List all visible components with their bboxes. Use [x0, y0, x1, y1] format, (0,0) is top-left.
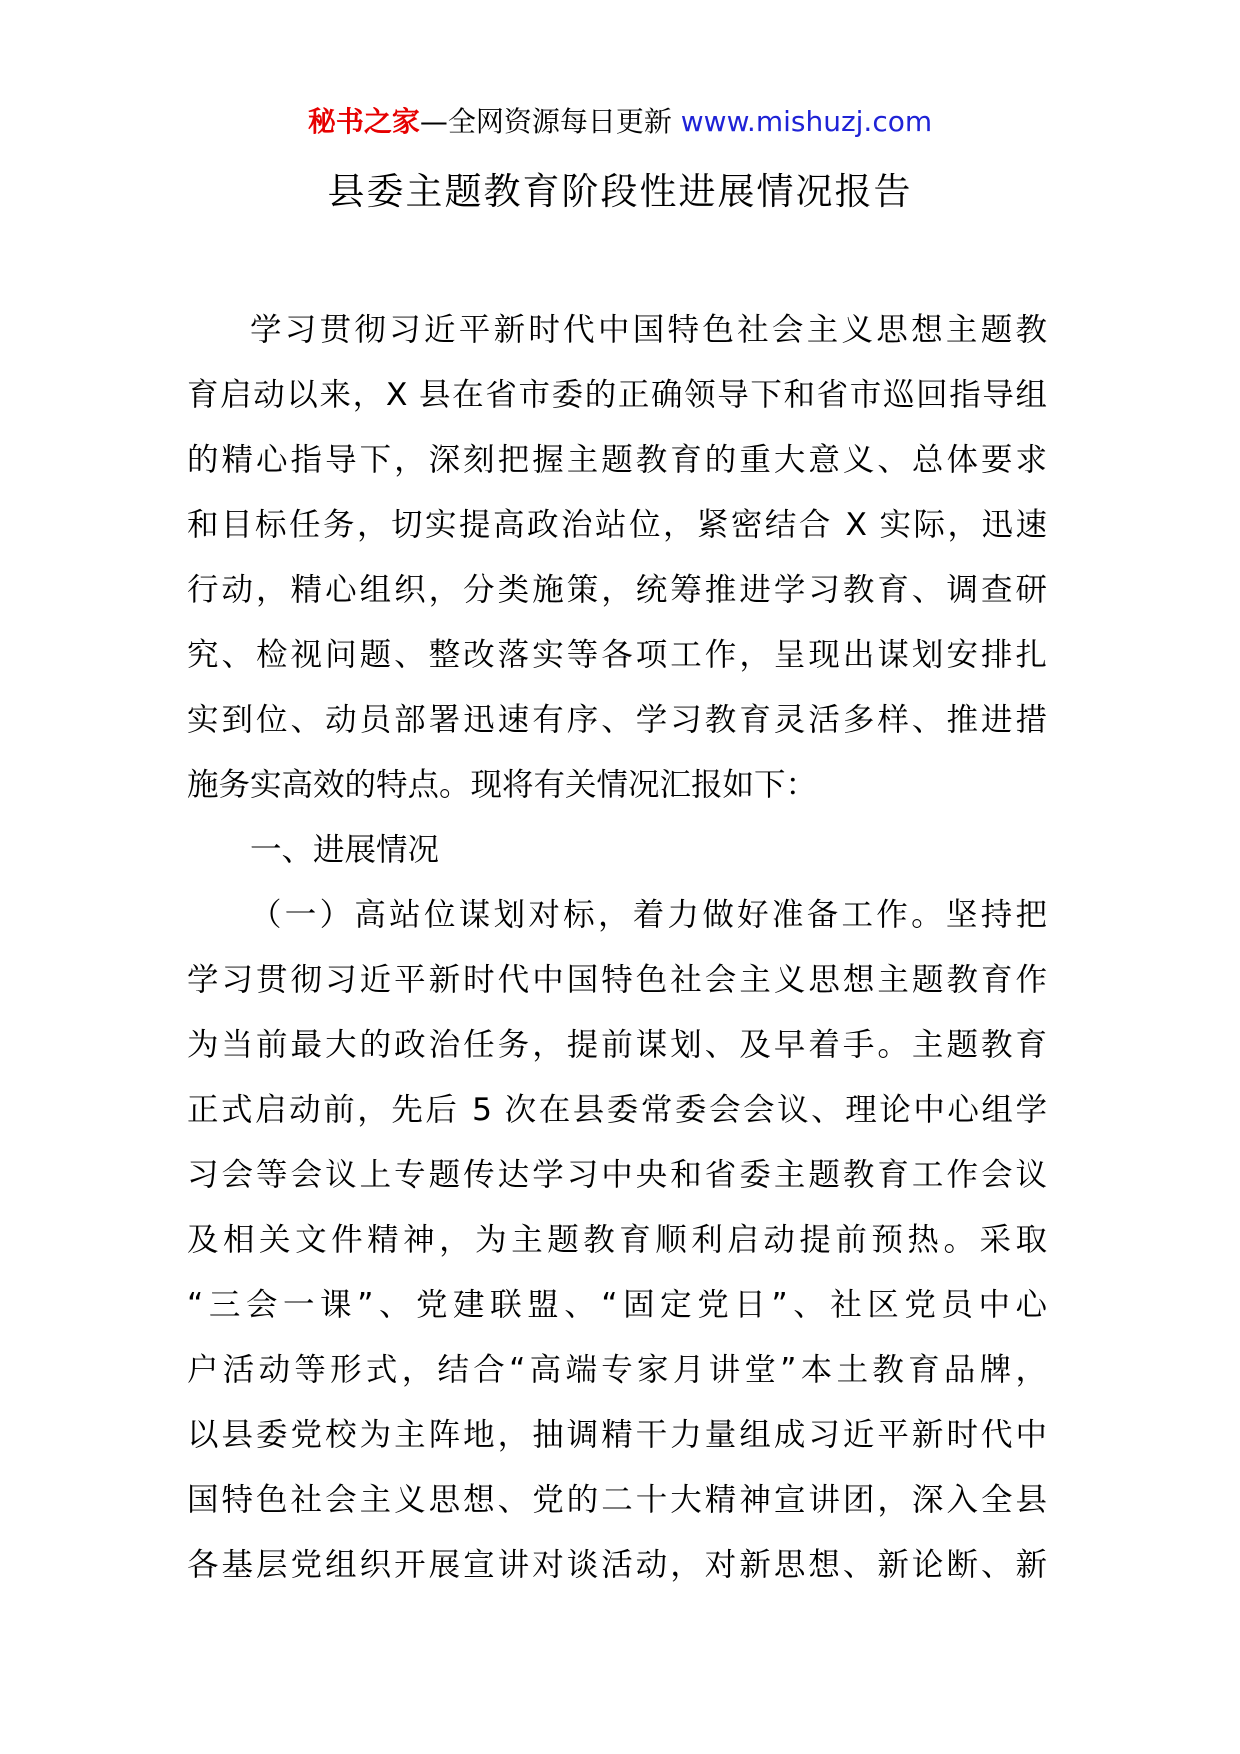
paragraph-line: 及相关文件精神，为主题教育顺利启动提前预热。采取: [187, 1222, 1047, 1258]
brand-name: 秘书之家: [307, 105, 420, 138]
document-title: 县委主题教育阶段性进展情况报告: [327, 170, 913, 213]
paragraph-line: 的精心指导下，深刻把握主题教育的重大意义、总体要求: [187, 442, 1047, 478]
paragraph-line: “三会一课”、党建联盟、“固定党日”、社区党员中心: [187, 1287, 1047, 1323]
header-tagline: —全网资源每日更新: [419, 105, 681, 138]
paragraph-line: 行动，精心组织，分类施策，统筹推进学习教育、调查研: [187, 572, 1047, 608]
paragraph-line: 户活动等形式，结合“高端专家月讲堂”本土教育品牌，: [187, 1352, 1047, 1388]
paragraph-line: 学习贯彻习近平新时代中国特色社会主义思想主题教育作: [187, 962, 1047, 998]
paragraph-line: 各基层党组织开展宣讲对谈活动，对新思想、新论断、新: [187, 1547, 1047, 1583]
watermark-header: [0, 104, 1240, 140]
paragraph-line: 育启动以来，X 县在省市委的正确领导下和省市巡回指导组: [187, 377, 1047, 413]
site-url: www.mishuzj.com: [680, 105, 933, 138]
paragraph-line: 为当前最大的政治任务，提前谋划、及早着手。主题教育: [187, 1027, 1047, 1063]
paragraph-line: 以县委党校为主阵地，抽调精干力量组成习近平新时代中: [187, 1417, 1047, 1453]
paragraph-line: 和目标任务，切实提高政治站位，紧密结合 X 实际，迅速: [187, 507, 1047, 543]
document-body: [187, 298, 1047, 1598]
paragraph-line: 学习贯彻习近平新时代中国特色社会主义思想主题教: [250, 312, 1047, 348]
paragraph-line: （一）高站位谋划对标，着力做好准备工作。坚持把: [250, 897, 1047, 933]
paragraph-line: 国特色社会主义思想、党的二十大精神宣讲团，深入全县: [187, 1482, 1047, 1518]
paragraph-line: 实到位、动员部署迅速有序、学习教育灵活多样、推进措: [187, 702, 1047, 738]
paragraph-line: 施务实高效的特点。现将有关情况汇报如下：: [187, 767, 818, 803]
paragraph-line: 正式启动前，先后 5 次在县委常委会会议、理论中心组学: [187, 1092, 1047, 1128]
paragraph-line: 习会等会议上专题传达学习中央和省委主题教育工作会议: [187, 1157, 1047, 1193]
paragraph-line: 究、检视问题、整改落实等各项工作，呈现出谋划安排扎: [187, 637, 1047, 673]
section-heading: 一、进展情况: [250, 832, 440, 868]
